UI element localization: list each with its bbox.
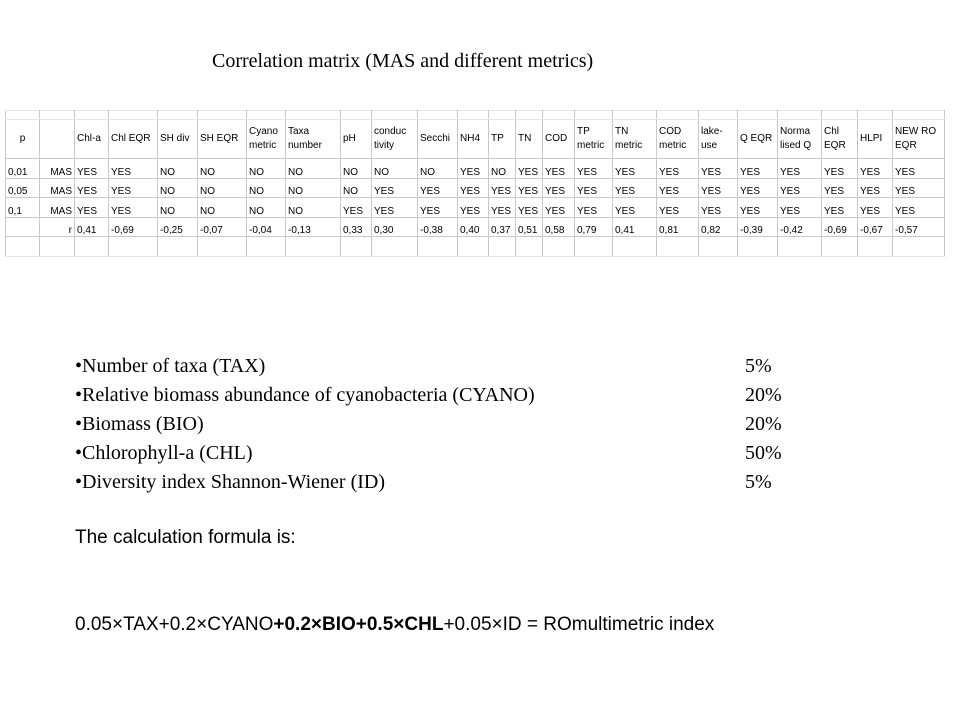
table-cell bbox=[489, 237, 516, 257]
table-cell: NO bbox=[341, 159, 372, 179]
table-cell bbox=[75, 111, 109, 120]
table-cell: YES bbox=[543, 178, 575, 198]
formula-part-2: +0.2×BIO+0.5×CHL bbox=[273, 614, 444, 635]
column-header: NH4 bbox=[458, 120, 489, 159]
table-cell: YES bbox=[822, 159, 858, 179]
table-cell bbox=[158, 111, 198, 120]
table-cell: 0,30 bbox=[372, 217, 418, 237]
table-cell bbox=[575, 237, 613, 257]
table-row bbox=[6, 159, 945, 179]
table-cell: 0,58 bbox=[543, 217, 575, 237]
weight-item bbox=[75, 439, 782, 468]
table-cell: YES bbox=[543, 198, 575, 218]
table-cell: YES bbox=[458, 198, 489, 218]
table-cell: -0,57 bbox=[893, 217, 945, 237]
table-cell bbox=[778, 111, 822, 120]
column-header: Norma lised Q bbox=[778, 120, 822, 159]
table-cell: YES bbox=[341, 198, 372, 218]
table-cell: MAS bbox=[40, 198, 75, 218]
weight-value: 50% bbox=[745, 442, 782, 464]
table-cell bbox=[286, 111, 341, 120]
table-cell: NO bbox=[286, 178, 341, 198]
table-cell bbox=[418, 237, 458, 257]
table-cell: YES bbox=[75, 178, 109, 198]
table-cell bbox=[458, 237, 489, 257]
table-row bbox=[6, 217, 945, 237]
table-cell: NO bbox=[418, 159, 458, 179]
table-cell bbox=[543, 237, 575, 257]
table-cell: NO bbox=[198, 198, 247, 218]
table-cell: 0,1 bbox=[6, 198, 40, 218]
table-cell: YES bbox=[613, 178, 657, 198]
table-cell: YES bbox=[657, 159, 699, 179]
table-cell bbox=[6, 111, 40, 120]
table-cell bbox=[893, 237, 945, 257]
column-header: Chl EQR bbox=[822, 120, 858, 159]
table-cell bbox=[657, 237, 699, 257]
weight-item bbox=[75, 381, 782, 410]
table-cell: YES bbox=[575, 178, 613, 198]
table-cell: YES bbox=[575, 198, 613, 218]
table-cell: 0,82 bbox=[699, 217, 738, 237]
table-cell bbox=[489, 111, 516, 120]
table-cell bbox=[6, 237, 40, 257]
table-cell bbox=[372, 111, 418, 120]
table-cell bbox=[158, 237, 198, 257]
formula bbox=[75, 614, 714, 636]
table-cell: YES bbox=[893, 159, 945, 179]
table-cell: NO bbox=[198, 178, 247, 198]
table-cell: YES bbox=[738, 178, 778, 198]
table-cell: YES bbox=[109, 159, 158, 179]
table-blank-row bbox=[6, 237, 945, 257]
table-cell: MAS bbox=[40, 159, 75, 179]
table-cell: YES bbox=[778, 159, 822, 179]
column-header: TN bbox=[516, 120, 543, 159]
weight-value: 5% bbox=[745, 471, 772, 493]
table-cell: YES bbox=[75, 159, 109, 179]
table-cell: 0,01 bbox=[6, 159, 40, 179]
table-cell: YES bbox=[516, 159, 543, 179]
table-cell: NO bbox=[158, 198, 198, 218]
table-cell: YES bbox=[458, 159, 489, 179]
table-cell: YES bbox=[109, 198, 158, 218]
weights-list bbox=[75, 352, 782, 497]
table-blank-row bbox=[6, 111, 945, 120]
table-cell bbox=[109, 237, 158, 257]
table-cell bbox=[40, 111, 75, 120]
table-cell: YES bbox=[613, 198, 657, 218]
table-cell: YES bbox=[699, 178, 738, 198]
table-cell bbox=[858, 111, 893, 120]
table-cell: 0,51 bbox=[516, 217, 543, 237]
table-cell bbox=[516, 237, 543, 257]
table-cell bbox=[613, 111, 657, 120]
table-cell bbox=[657, 111, 699, 120]
column-header: Taxa number bbox=[286, 120, 341, 159]
table-cell: YES bbox=[613, 159, 657, 179]
column-header: COD metric bbox=[657, 120, 699, 159]
table-cell: NO bbox=[247, 198, 286, 218]
table-cell bbox=[198, 111, 247, 120]
table-cell bbox=[458, 111, 489, 120]
column-header: SH EQR bbox=[198, 120, 247, 159]
table-cell: YES bbox=[778, 178, 822, 198]
table-cell: r bbox=[40, 217, 75, 237]
table-cell: NO bbox=[247, 178, 286, 198]
weight-label: •Biomass (BIO) bbox=[75, 413, 204, 435]
weight-label: •Diversity index Shannon-Wiener (ID) bbox=[75, 471, 385, 493]
table-cell: NO bbox=[158, 178, 198, 198]
weight-value: 20% bbox=[745, 384, 782, 406]
table-cell: YES bbox=[657, 198, 699, 218]
table-cell: YES bbox=[893, 178, 945, 198]
column-header: Chl-a bbox=[75, 120, 109, 159]
table-cell: YES bbox=[516, 178, 543, 198]
table-cell: YES bbox=[543, 159, 575, 179]
column-header: TN metric bbox=[613, 120, 657, 159]
table-cell: YES bbox=[75, 198, 109, 218]
table-cell: -0,67 bbox=[858, 217, 893, 237]
table-cell: YES bbox=[516, 198, 543, 218]
column-header: COD bbox=[543, 120, 575, 159]
table-cell bbox=[40, 237, 75, 257]
table-cell: YES bbox=[418, 178, 458, 198]
table-cell: -0,69 bbox=[822, 217, 858, 237]
table-cell bbox=[822, 111, 858, 120]
table-cell: YES bbox=[489, 178, 516, 198]
table-cell: NO bbox=[341, 178, 372, 198]
table-cell: YES bbox=[109, 178, 158, 198]
table-cell: -0,39 bbox=[738, 217, 778, 237]
table-cell: YES bbox=[738, 159, 778, 179]
column-header: p bbox=[6, 120, 40, 159]
table-cell bbox=[822, 237, 858, 257]
table-cell bbox=[75, 237, 109, 257]
table-cell bbox=[778, 237, 822, 257]
table-cell: YES bbox=[778, 198, 822, 218]
formula-part-3: +0.05×ID = ROmultimetric index bbox=[443, 614, 715, 635]
table-cell: YES bbox=[858, 178, 893, 198]
weight-item bbox=[75, 468, 772, 497]
column-header: Cyano metric bbox=[247, 120, 286, 159]
table-cell: YES bbox=[858, 198, 893, 218]
table-cell: 0,33 bbox=[341, 217, 372, 237]
correlation-table bbox=[5, 110, 945, 257]
table-cell: -0,25 bbox=[158, 217, 198, 237]
table-cell: -0,13 bbox=[286, 217, 341, 237]
table-cell: NO bbox=[247, 159, 286, 179]
table-cell bbox=[699, 237, 738, 257]
table-row bbox=[6, 198, 945, 218]
table-cell: 0,05 bbox=[6, 178, 40, 198]
table-cell: YES bbox=[822, 198, 858, 218]
column-header: Q EQR bbox=[738, 120, 778, 159]
table-cell bbox=[516, 111, 543, 120]
table-cell bbox=[198, 237, 247, 257]
column-header: Chl EQR bbox=[109, 120, 158, 159]
table-cell bbox=[109, 111, 158, 120]
column-header: TP metric bbox=[575, 120, 613, 159]
table-cell bbox=[613, 237, 657, 257]
page-title: Correlation matrix (MAS and different metrics) bbox=[212, 50, 594, 72]
table-cell: -0,07 bbox=[198, 217, 247, 237]
table-cell: MAS bbox=[40, 178, 75, 198]
table-cell: YES bbox=[822, 178, 858, 198]
table-cell: -0,38 bbox=[418, 217, 458, 237]
table-cell: NO bbox=[286, 198, 341, 218]
table-cell: YES bbox=[699, 159, 738, 179]
table-cell: NO bbox=[158, 159, 198, 179]
table-cell bbox=[858, 237, 893, 257]
column-header: lake-use bbox=[699, 120, 738, 159]
table-cell: 0,79 bbox=[575, 217, 613, 237]
table-cell bbox=[699, 111, 738, 120]
table-cell: -0,69 bbox=[109, 217, 158, 237]
table-cell: YES bbox=[738, 198, 778, 218]
table-cell: 0,81 bbox=[657, 217, 699, 237]
table-cell: YES bbox=[418, 198, 458, 218]
table-cell: YES bbox=[372, 198, 418, 218]
weight-value: 20% bbox=[745, 413, 782, 435]
table-cell: YES bbox=[575, 159, 613, 179]
table-cell: YES bbox=[372, 178, 418, 198]
table-cell: NO bbox=[198, 159, 247, 179]
table-cell: YES bbox=[893, 198, 945, 218]
column-header: conduc tivity bbox=[372, 120, 418, 159]
table-cell: NO bbox=[489, 159, 516, 179]
table-cell: YES bbox=[657, 178, 699, 198]
table-cell bbox=[286, 237, 341, 257]
table-cell bbox=[341, 111, 372, 120]
table-cell bbox=[543, 111, 575, 120]
table-cell: -0,42 bbox=[778, 217, 822, 237]
column-header: pH bbox=[341, 120, 372, 159]
column-header: TP bbox=[489, 120, 516, 159]
table-body bbox=[6, 111, 945, 257]
formula-part-1: 0.05×TAX+0.2×CYANO bbox=[75, 614, 274, 635]
column-header bbox=[40, 120, 75, 159]
table-row bbox=[6, 178, 945, 198]
column-header: HLPI bbox=[858, 120, 893, 159]
weight-value: 5% bbox=[745, 355, 772, 377]
table-cell bbox=[738, 111, 778, 120]
table-cell: -0,04 bbox=[247, 217, 286, 237]
table-cell: NO bbox=[372, 159, 418, 179]
table-header-row bbox=[6, 120, 945, 159]
weight-label: •Relative biomass abundance of cyanobacteria (CYANO) bbox=[75, 384, 535, 406]
table-cell bbox=[738, 237, 778, 257]
weight-item bbox=[75, 352, 772, 381]
table-cell: 0,41 bbox=[613, 217, 657, 237]
column-header: NEW RO EQR bbox=[893, 120, 945, 159]
table-cell: 0,41 bbox=[75, 217, 109, 237]
table-cell bbox=[372, 237, 418, 257]
weight-item bbox=[75, 410, 782, 439]
table-cell: 0,37 bbox=[489, 217, 516, 237]
weight-label: •Number of taxa (TAX) bbox=[75, 355, 266, 377]
table-cell bbox=[6, 217, 40, 237]
table-cell: NO bbox=[286, 159, 341, 179]
table-cell bbox=[247, 237, 286, 257]
table-cell bbox=[418, 111, 458, 120]
table-cell bbox=[893, 111, 945, 120]
table-cell: YES bbox=[699, 198, 738, 218]
table-cell: 0,40 bbox=[458, 217, 489, 237]
formula-intro: The calculation formula is: bbox=[75, 527, 296, 548]
table-cell bbox=[575, 111, 613, 120]
table-cell: YES bbox=[458, 178, 489, 198]
table-cell: YES bbox=[858, 159, 893, 179]
table-cell bbox=[247, 111, 286, 120]
table-cell bbox=[341, 237, 372, 257]
table-cell: YES bbox=[489, 198, 516, 218]
column-header: Secchi bbox=[418, 120, 458, 159]
weight-label: •Chlorophyll-a (CHL) bbox=[75, 442, 253, 464]
column-header: SH div bbox=[158, 120, 198, 159]
